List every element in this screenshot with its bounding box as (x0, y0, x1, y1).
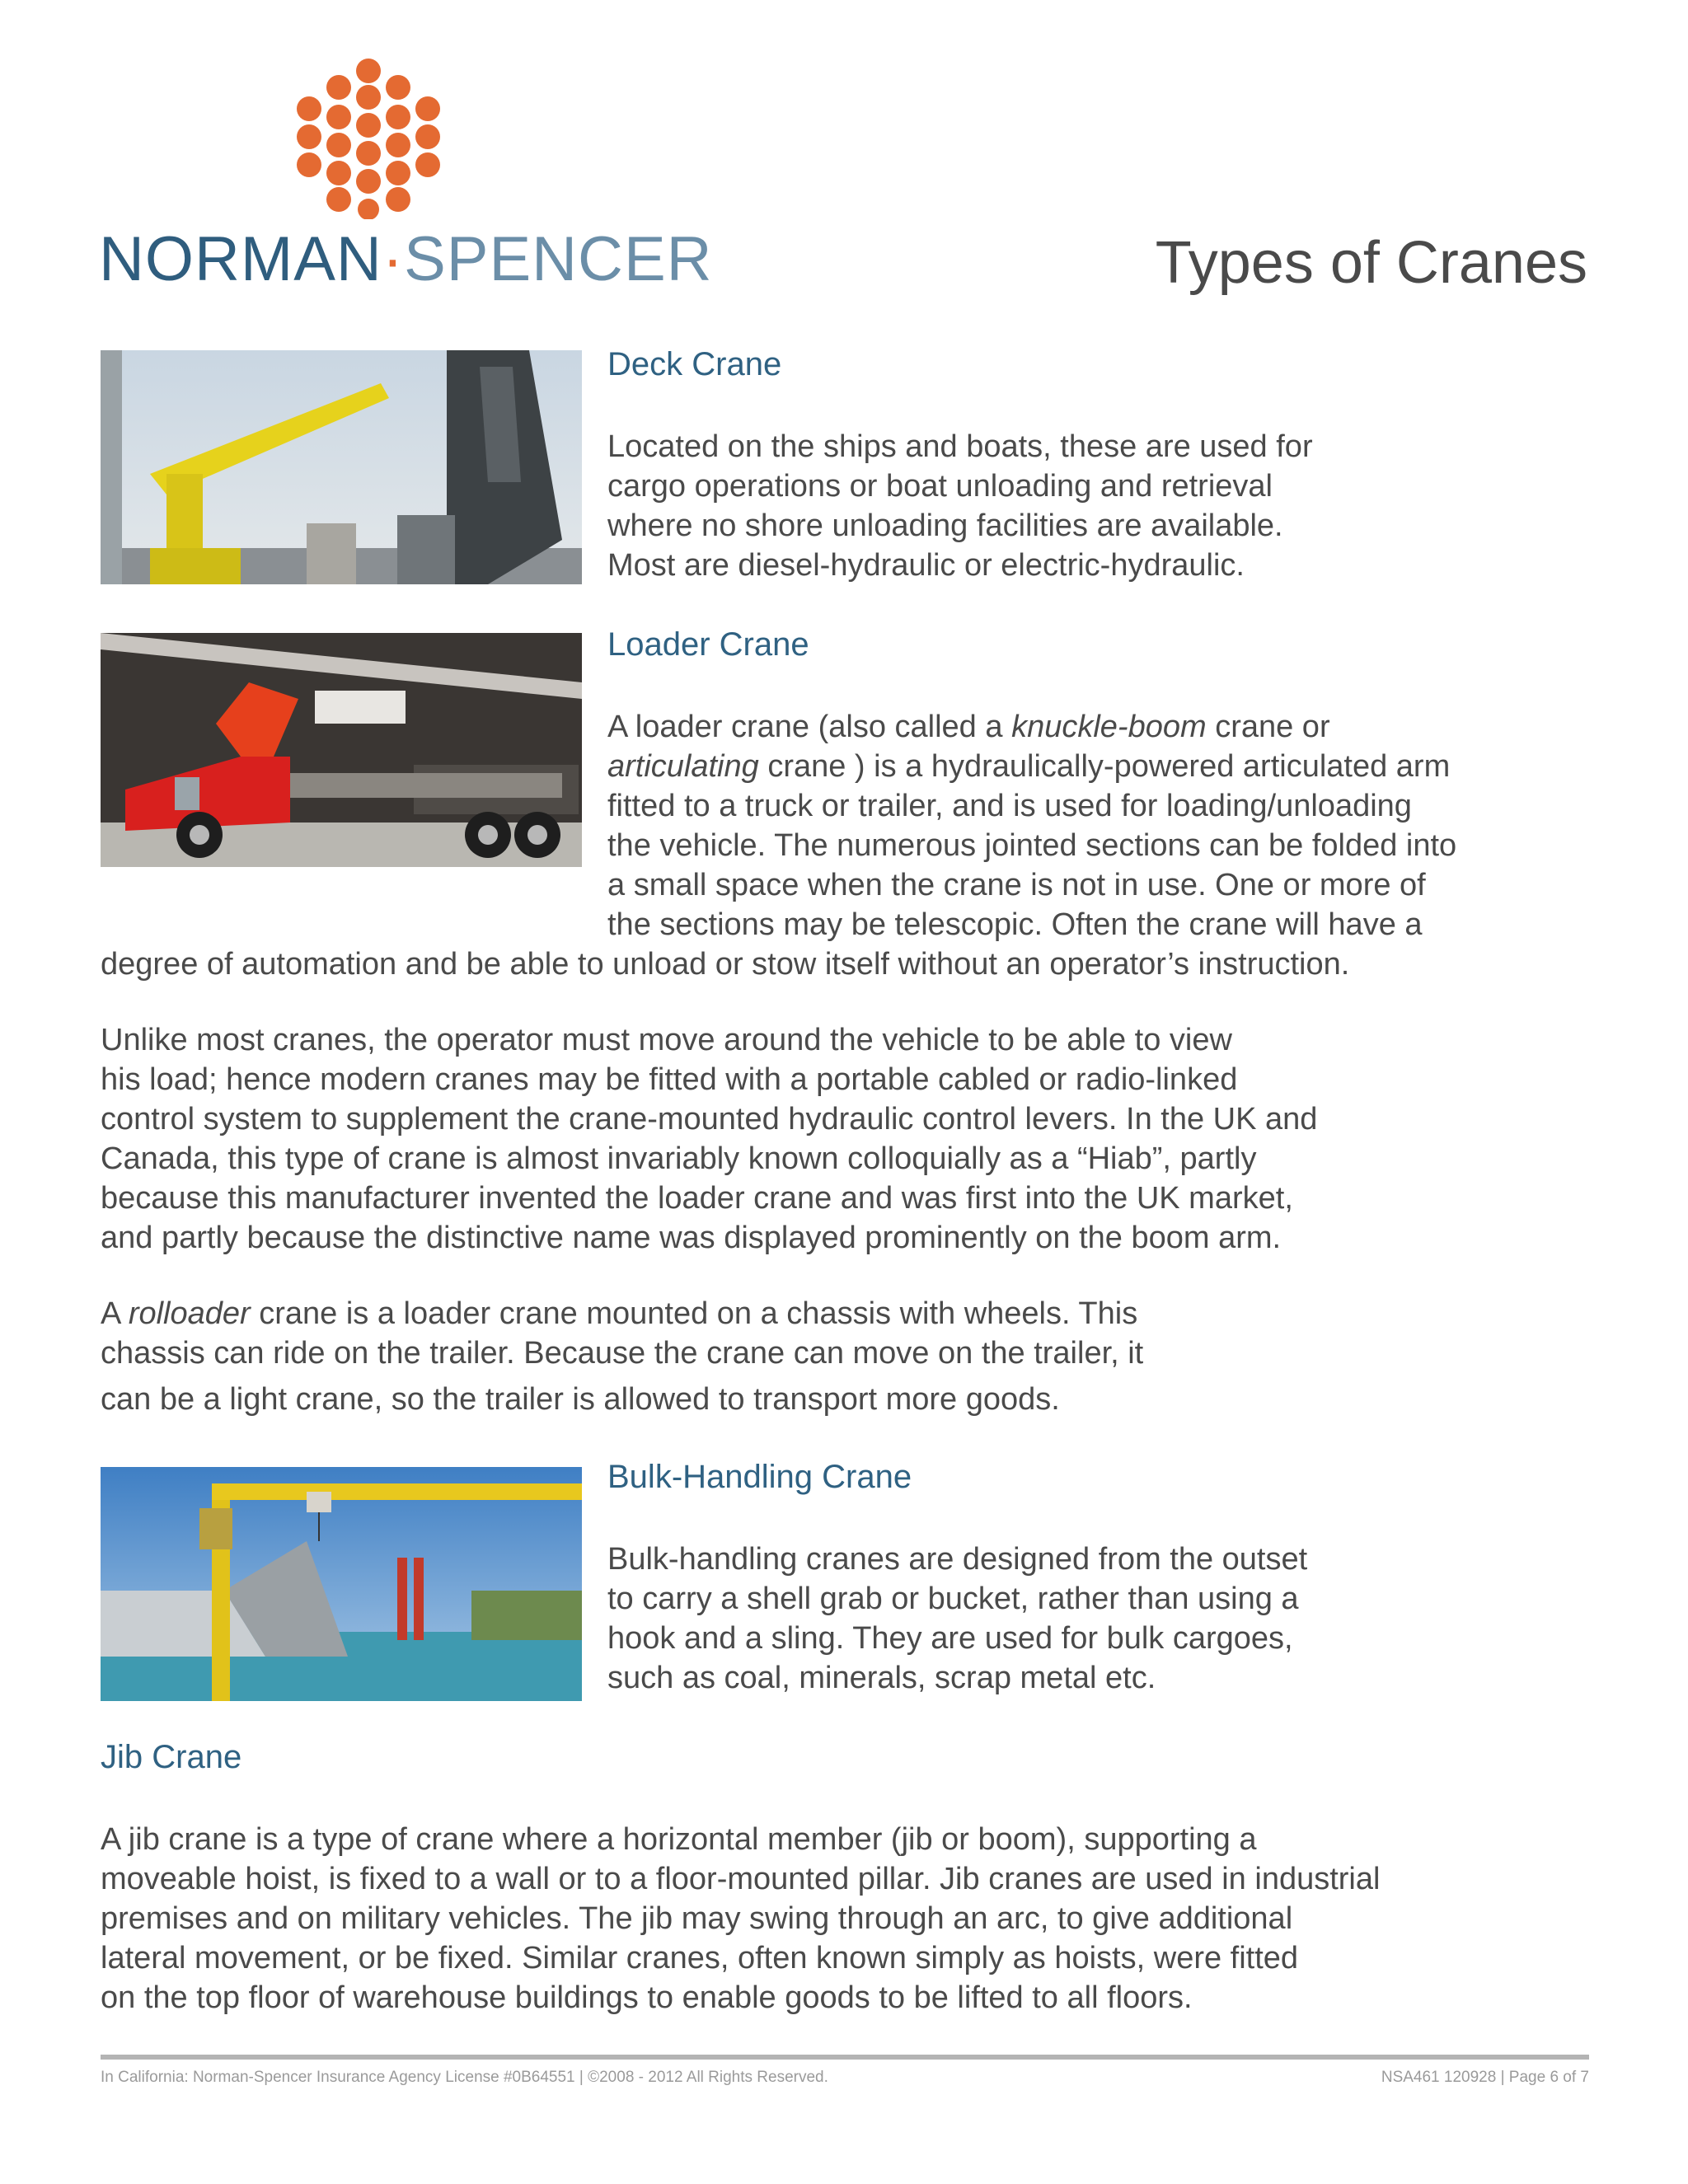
text-line: cargo operations or boat unloading and retrieval (607, 469, 1273, 504)
footer-divider (101, 2055, 1589, 2060)
bulk-handling-crane-text (607, 1540, 1307, 1698)
company-logo (99, 54, 713, 302)
italic-term: articulating (607, 749, 759, 784)
text-line: where no shore unloading facilities are available. (607, 509, 1283, 543)
text-run: crane or (1206, 710, 1330, 744)
text-line: because this manufacturer invented the loader crane and was first into the UK market, (101, 1181, 1293, 1216)
footer-page-number: NSA461 120928 | Page 6 of 7 (1381, 2069, 1589, 2086)
text-line: A jib crane is a type of crane where a horizontal member (jib or boom), supporting a (101, 1822, 1257, 1857)
text-line: the sections may be telescopic. Often the crane will have a (607, 907, 1423, 942)
text-line: fitted to a truck or trailer, and is used for loading/unloading (607, 789, 1412, 823)
text-line: and partly because the distinctive name was displayed prominently on the boom arm. (101, 1221, 1282, 1255)
text-line: Located on the ships and boats, these are used for (607, 429, 1313, 464)
text-line: lateral movement, or be fixed. Similar cranes, often known simply as hoists, were fitted (101, 1941, 1299, 1975)
text-line: hook and a sling. They are used for bulk cargoes, (607, 1621, 1293, 1656)
text-line: Bulk-handling cranes are designed from the outset (607, 1542, 1308, 1577)
text-line: Unlike most cranes, the operator must move around the vehicle to be able to view (101, 1023, 1232, 1057)
text-line: chassis can ride on the trailer. Because the crane can move on the trailer, it (101, 1336, 1144, 1371)
text-line: Most are diesel-hydraulic or electric-hydraulic. (607, 548, 1245, 583)
deck-crane-heading: Deck Crane (607, 346, 782, 382)
text-line: can be a light crane, so the trailer is allowed to transport more goods. (101, 1382, 1060, 1417)
text-run: crane is a loader crane mounted on a chassis with wheels. This (250, 1296, 1138, 1331)
logo-wordmark: NORMAN·SPENCER (99, 224, 713, 294)
footer-license: In California: Norman-Spencer Insurance Agency License #0B64551 | ©2008 - 2012 All Rights Reserved. (101, 2069, 828, 2086)
bulk-handling-crane-photo (101, 1467, 582, 1701)
logo-dots-icon (293, 54, 449, 219)
text-line: the vehicle. The numerous jointed sections can be folded into (607, 828, 1457, 863)
loader-crane-para3 (101, 1294, 1143, 1419)
text-line: a small space when the crane is not in use. One or more of (607, 868, 1426, 902)
text-line: degree of automation and be able to unload or stow itself without an operator’s instruction. (101, 947, 1350, 982)
italic-term: rolloader (128, 1296, 251, 1331)
loader-crane-text (607, 707, 1456, 944)
deck-crane-text (607, 427, 1313, 585)
bulk-handling-crane-heading: Bulk-Handling Crane (607, 1459, 912, 1495)
loader-crane-para2 (101, 1020, 1317, 1258)
jib-crane-text (101, 1820, 1380, 2018)
text-line: such as coal, minerals, scrap metal etc. (607, 1661, 1156, 1695)
text-line: Canada, this type of crane is almost invariably known colloquially as a “Hiab”, partly (101, 1141, 1257, 1176)
text-line: premises and on military vehicles. The jib may swing through an arc, to give additional (101, 1901, 1293, 1936)
text-line: moveable hoist, is fixed to a wall or to a floor-mounted pillar. Jib cranes are used in industrial (101, 1862, 1381, 1896)
text-run: crane ) is a hydraulically-powered articulated arm (758, 749, 1451, 784)
loader-crane-text-cont (101, 944, 1349, 984)
text-line: to carry a shell grab or bucket, rather than using a (607, 1582, 1299, 1616)
text-line: control system to supplement the crane-mounted hydraulic control levers. In the UK and (101, 1102, 1318, 1137)
deck-crane-photo (101, 350, 582, 584)
jib-crane-heading: Jib Crane (101, 1739, 242, 1775)
page-title: Types of Cranes (1155, 230, 1587, 296)
loader-crane-photo (101, 633, 582, 867)
italic-term: knuckle-boom (1011, 710, 1207, 744)
text-line: on the top floor of warehouse buildings to enable goods to be lifted to all floors. (101, 1980, 1193, 2015)
text-run: A (101, 1296, 129, 1331)
text-run: A loader crane (also called a (607, 710, 1012, 744)
loader-crane-heading: Loader Crane (607, 626, 809, 663)
text-line: his load; hence modern cranes may be fitted with a portable cabled or radio-linked (101, 1062, 1238, 1097)
